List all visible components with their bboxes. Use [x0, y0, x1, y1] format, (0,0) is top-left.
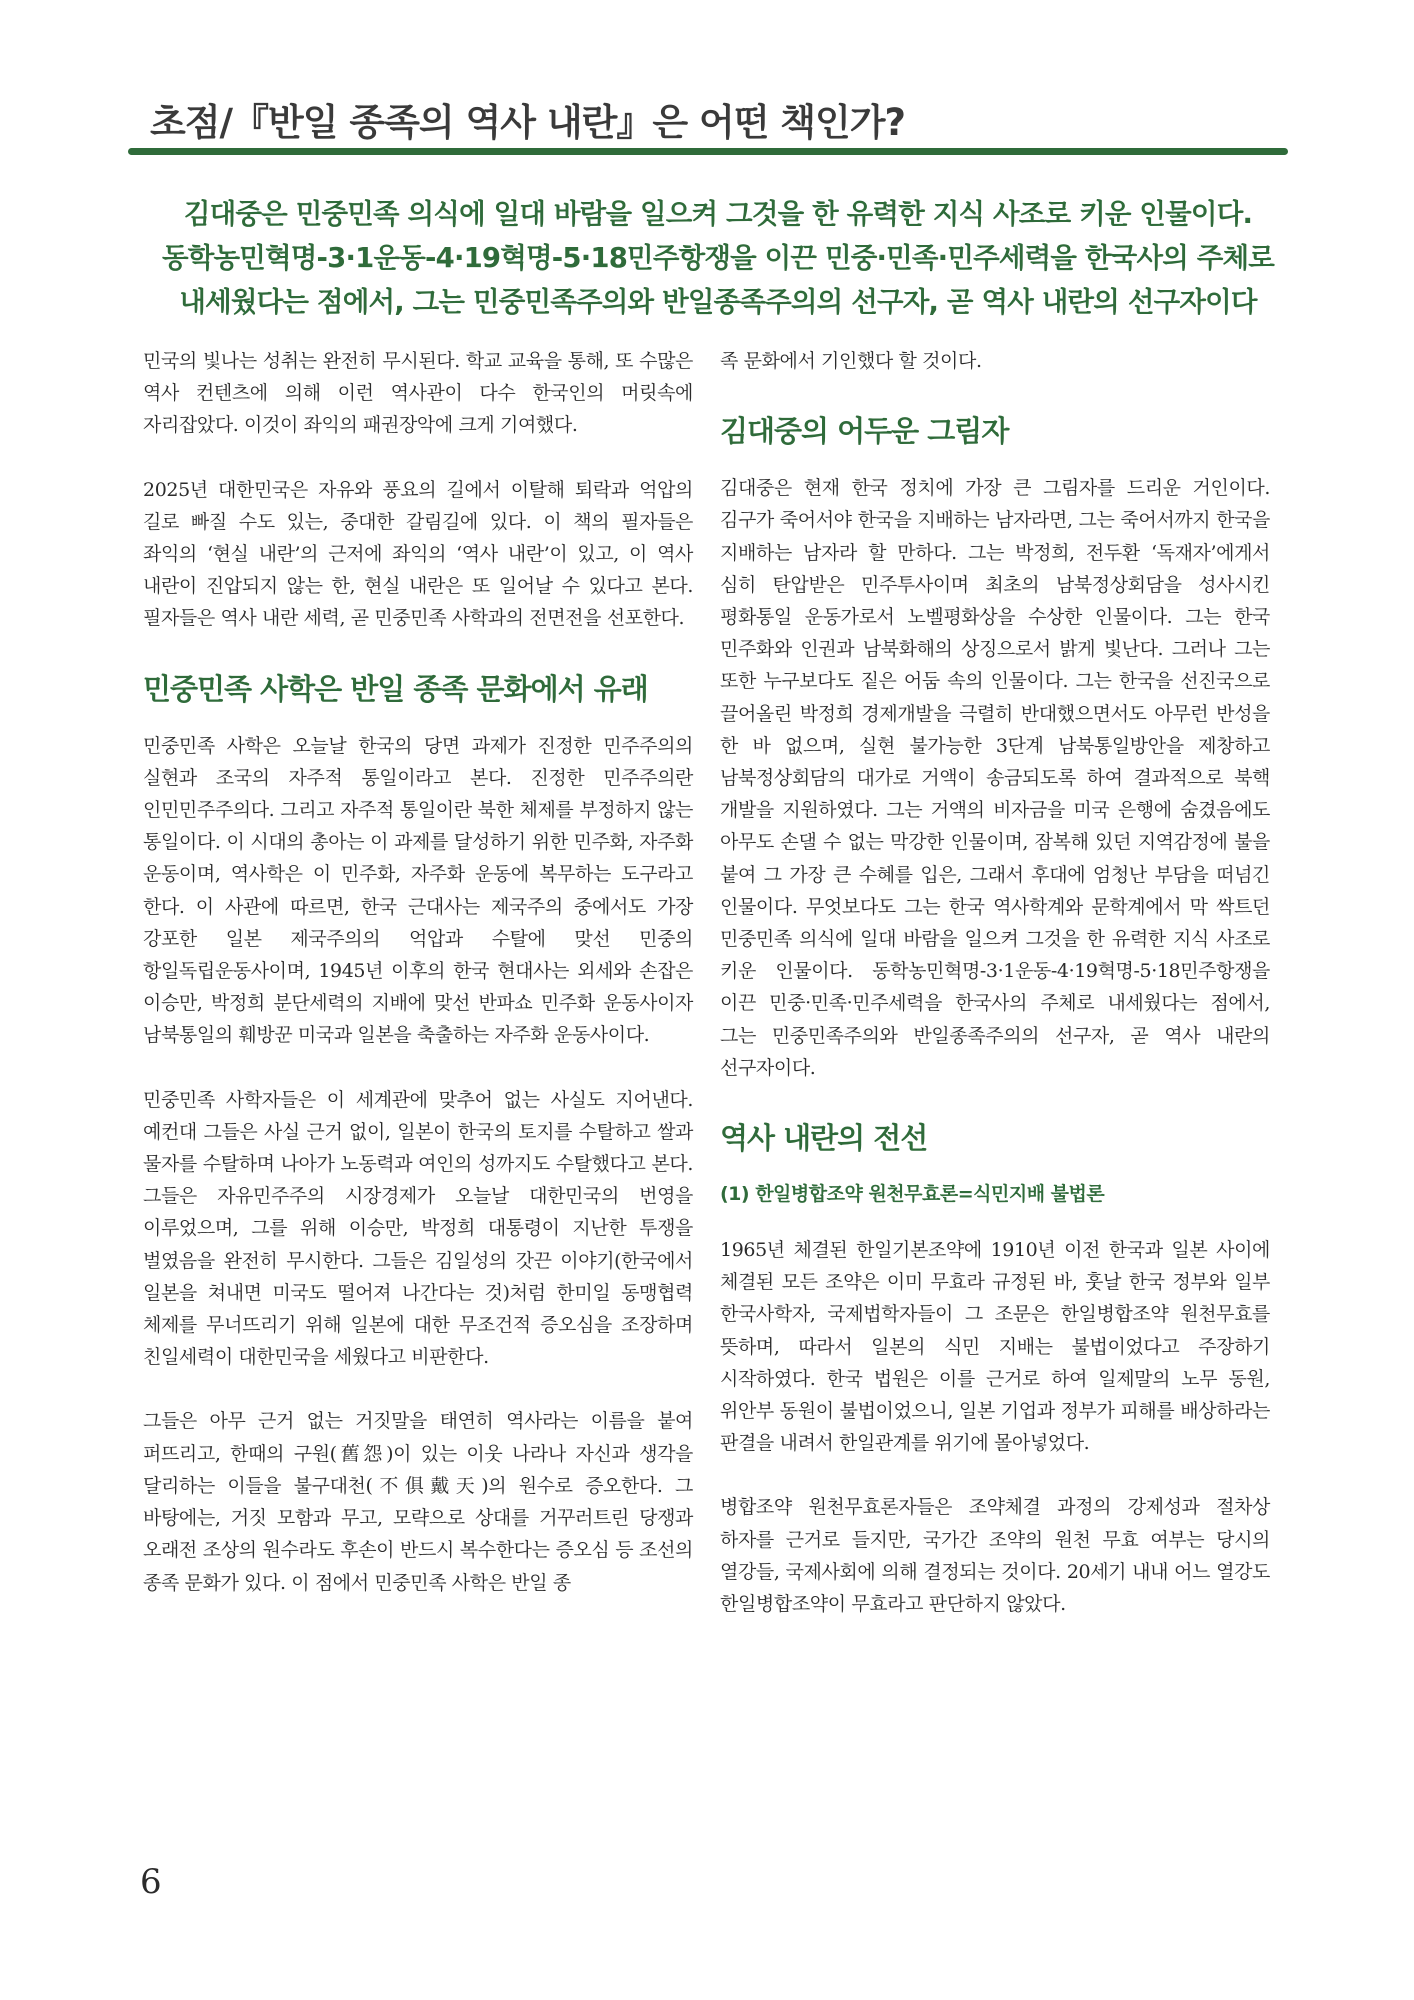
right-column	[720, 345, 1270, 1652]
page-header-title: 초점/『반일 종족의 역사 내란』은 어떤 책인가?	[150, 101, 905, 144]
paragraph: 민중민족 사학자들은 이 세계관에 맞추어 없는 사실도 지어낸다. 예컨대 그들은 사실 근거 없이, 일본이 한국의 토지를 수탈하고 쌀과 물자를 수탈하며 나아가 노동력과 여인의 성까지도 수탈했다고 본다. 그들은 자유민주주의 시장경제가 오늘날 대한민국의 번영을 이루었으며, 그를 위해 이승만, 박정희 대통령이 지난한 투쟁을 벌였음을 완전히 무시한다. 그들은 김일성의 갓끈 이야기(한국에서 일본을 쳐내면 미국도 떨어져 나간다는 것)처럼 한미일 동맹협력 체제를 무너뜨리기 위해 일본에 대한 무조건적 증오심을 조장하며 친일세력이 대한민국을 세웠다고 비판한다.	[143, 1088, 693, 1369]
paragraph: 족 문화에서 기인했다 할 것이다.	[720, 350, 982, 372]
section-heading: 민중민족 사학은 반일 종족 문화에서 유래	[143, 671, 648, 706]
paragraph: 민중민족 사학은 오늘날 한국의 당면 과제가 진정한 민주주의의 실현과 조국의 자주적 통일이라고 본다. 진정한 민주주의란 인민민주주의다. 그리고 자주적 통일이란 북한 체제를 부정하지 않는 통일이다. 이 시대의 총아는 이 과제를 달성하기 위한 민주화, 자주화 운동이며, 역사학은 이 민주화, 자주화 운동에 복무하는 도구라고 한다. 이 사관에 따르면, 한국 근대사는 제국주의 중에서도 가장 강포한 일본 제국주의의 억압과 수탈에 맞선 민중의 항일독립운동사이며, 1945년 이후의 한국 현대사는 외세와 손잡은 이승만, 박정희 분단세력의 지배에 맞선 반파쇼 민주화 운동사이자 남북통일의 훼방꾼 미국과 일본을 축출하는 자주화 운동사이다.	[143, 734, 693, 1047]
lead-line-1: 김대중은 민중민족 의식에 일대 바람을 일으켜 그것을 한 유력한 지식 사조로 키운 인물이다.	[183, 198, 1253, 230]
section-heading: 김대중의 어두운 그림자	[720, 414, 1009, 449]
section-heading: 역사 내란의 전선	[720, 1121, 928, 1156]
paragraph: 그들은 아무 근거 없는 거짓말을 태연히 역사라는 이름을 붙여 퍼뜨리고, 한때의 구원(舊怨)이 있는 이웃 나라나 자신과 생각을 달리하는 이들을 불구대천(不俱戴天)의 원수로 증오한다. 그 바탕에는, 거짓 모함과 무고, 모략으로 상대를 거꾸러트린 당쟁과 오래전 조상의 원수라도 후손이 반드시 복수한다는 증오심 등 조선의 종족 문화가 있다. 이 점에서 민중민족 사학은 반일 종	[143, 1410, 693, 1594]
paragraph: 민국의 빛나는 성취는 완전히 무시된다. 학교 교육을 통해, 또 수많은 역사 컨텐츠에 의해 이런 역사관이 다수 한국인의 머릿속에 자리잡았다. 이것이 좌익의 패권장악에 크게 기여했다.	[143, 350, 693, 437]
paragraph: 김대중은 현재 한국 정치에 가장 큰 그림자를 드리운 거인이다. 김구가 죽어서야 한국을 지배하는 남자라면, 그는 죽어서까지 한국을 지배하는 남자라 할 만하다. 그는 박정희, 전두환 ‘독재자’에게서 심히 탄압받은 민주투사이며 최초의 남북정상회담을 성사시킨 평화통일 운동가로서 노벨평화상을 수상한 인물이다. 그는 한국 민주화와 인권과 남북화해의 상징으로서 밝게 빛난다. 그러나 그는 또한 누구보다도 짙은 어둠 속의 인물이다. 그는 한국을 선진국으로 끌어올린 박정희 경제개발을 극렬히 반대했으면서도 아무런 반성을 한 바 없으며, 실현 불가능한 3단계 남북통일방안을 제창하고 남북정상회담의 대가로 거액이 송금되도록 하여 결과적으로 북핵 개발을 지원하였다. 그는 거액의 비자금을 미국 은행에 숨겼음에도 아무도 손댈 수 없는 막강한 인물이며, 잠복해 있던 지역감정에 불을 붙여 그 가장 큰 수혜를 입은, 그래서 후대에 엄청난 부담을 떠넘긴 인물이다. 무엇보다도 그는 한국 역사학계와 문학계에서 막 싹트던 민중민족 의식에 일대 바람을 일으켜 그것을 한 유력한 지식 사조로 키운 인물이다. 동학농민혁명-3·1운동-4·19혁명-5·18민주항쟁을 이끈 민중·민족·민주세력을 한국사의 주체로 내세웠다는 점에서, 그는 민중민족주의와 반일종족주의의 선구자, 곧 역사 내란의 선구자이다.	[720, 477, 1270, 1079]
paragraph: 1965년 체결된 한일기본조약에 1910년 이전 한국과 일본 사이에 체결된 모든 조약은 이미 무효라 규정된 바, 훗날 한국 정부와 일부 한국사학자, 국제법학자들이 그 조문은 한일병합조약 원천무효를 뜻하며, 따라서 일본의 식민 지배는 불법이었다고 주장하기 시작하였다. 한국 법원은 이를 근거로 하여 일제말의 노무 동원, 위안부 동원이 불법이었으니, 일본 기업과 정부가 피해를 배상하라는 판결을 내려서 한일관계를 위기에 몰아넣었다.	[720, 1239, 1270, 1455]
paragraph: 2025년 대한민국은 자유와 풍요의 길에서 이탈해 퇴락과 억압의 길로 빠질 수도 있는, 중대한 갈림길에 있다. 이 책의 필자들은 좌익의 ‘현실 내란’의 근저에 좌익의 ‘역사 내란’이 있고, 이 역사 내란이 진압되지 않는 한, 현실 내란은 또 일어날 수 있다고 본다. 필자들은 역사 내란 세력, 곧 민중민족 사학과의 전면전을 선포한다.	[143, 478, 693, 630]
lead-line-3: 내세웠다는 점에서, 그는 민중민족주의와 반일종족주의의 선구자, 곧 역사 내란의 선구자이다	[179, 286, 1257, 318]
page-number: 6	[140, 1862, 162, 1902]
lead-line-2: 동학농민혁명-3·1운동-4·19혁명-5·18민주항쟁을 이끈 민중·민족·민주세력을 한국사의 주체로	[161, 242, 1275, 274]
header-divider	[128, 148, 1288, 155]
paragraph: 병합조약 원천무효론자들은 조약체결 과정의 강제성과 절차상 하자를 근거로 들지만, 국가간 조약의 원천 무효 여부는 당시의 열강들, 국제사회에 의해 결정되는 것이다. 20세기 내내 어느 열강도 한일병합조약이 무효라고 판단하지 않았다.	[720, 1496, 1270, 1616]
subsection-heading: (1) 한일병합조약 원천무효론=식민지배 불법론	[720, 1183, 1105, 1206]
lead-summary	[148, 192, 1288, 324]
left-column	[143, 345, 693, 1631]
